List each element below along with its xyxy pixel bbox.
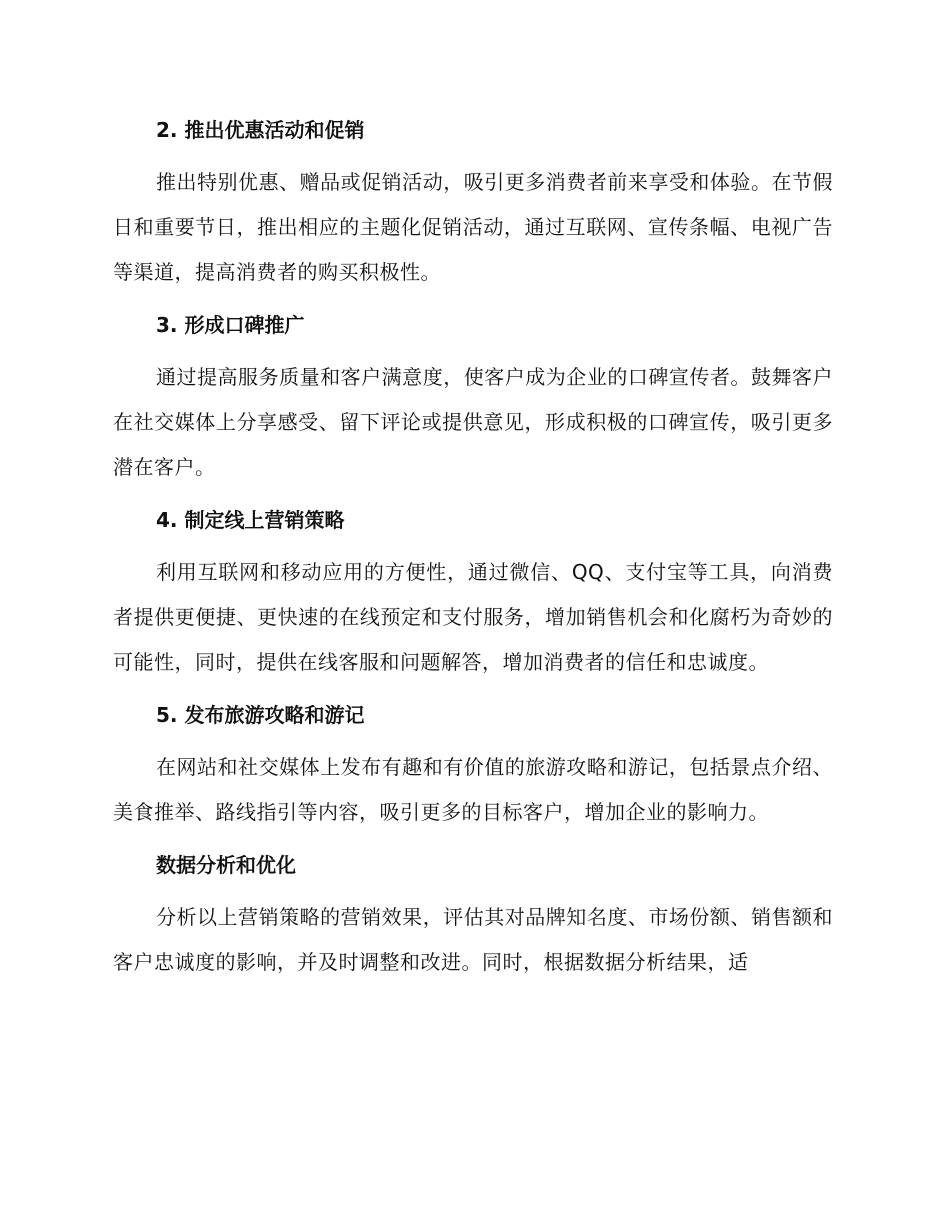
section-travel-guides <box>113 693 833 835</box>
document-content <box>113 108 833 985</box>
section-heading: 数据分析和优化 <box>156 853 296 877</box>
section-heading: 3. 形成口碑推广 <box>156 313 305 337</box>
section-word-of-mouth <box>113 303 833 490</box>
section-data-analysis <box>113 843 833 985</box>
section-paragraph: 利用互联网和移动应用的方便性，通过微信、QQ、支付宝等工具，向消费者提供更便捷、更快速的在线预定和支付服务，增加销售机会和化腐朽为奇妙的可能性，同时，提供在线客服和问题解答，增加消费者的信任和忠诚度。 <box>113 560 833 674</box>
section-paragraph: 推出特别优惠、赠品或促销活动，吸引更多消费者前来享受和体验。在节假日和重要节日，推出相应的主题化促销活动，通过互联网、宣传条幅、电视广告等渠道，提高消费者的购买积极性。 <box>113 170 833 284</box>
section-promotions <box>113 108 833 295</box>
section-paragraph: 分析以上营销策略的营销效果，评估其对品牌知名度、市场份额、销售额和客户忠诚度的影响，并及时调整和改进。同时，根据数据分析结果，适 <box>113 905 833 974</box>
section-heading: 2. 推出优惠活动和促销 <box>156 118 365 142</box>
section-heading: 5. 发布旅游攻略和游记 <box>156 703 365 727</box>
section-online-marketing <box>113 498 833 685</box>
section-paragraph: 通过提高服务质量和客户满意度，使客户成为企业的口碑宣传者。鼓舞客户在社交媒体上分享感受、留下评论或提供意见，形成积极的口碑宣传，吸引更多潜在客户。 <box>113 365 833 479</box>
section-heading: 4. 制定线上营销策略 <box>156 508 345 532</box>
section-paragraph: 在网站和社交媒体上发布有趣和有价值的旅游攻略和游记，包括景点介绍、美食推举、路线指引等内容，吸引更多的目标客户，增加企业的影响力。 <box>113 755 833 824</box>
